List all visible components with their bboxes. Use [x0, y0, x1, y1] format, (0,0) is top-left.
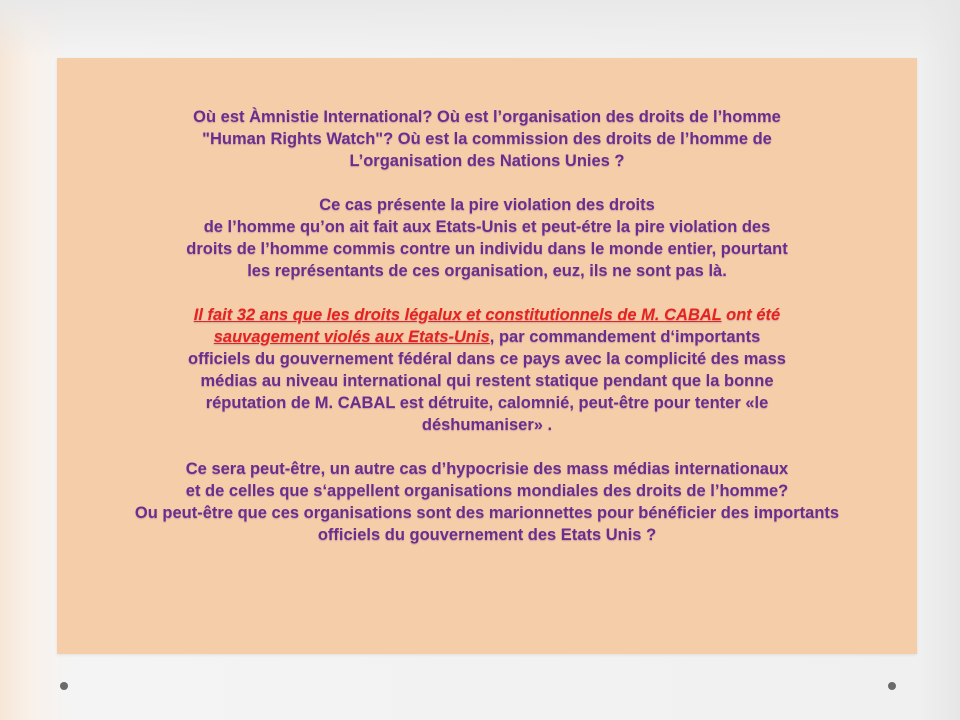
p4-line4: officiels du gouvernement des Etats Unis ? [317, 526, 657, 544]
p3-red-line2: sauvagement violés aux Etats-Unis [213, 328, 490, 346]
p3-line5: réputation de M. CABAL est détruite, calomnié, peut-être pour tenter «le [205, 394, 769, 412]
p1-line2: "Human Rights Watch"? Où est la commission des droits de l’homme de [202, 130, 772, 148]
right-shade [918, 0, 960, 720]
paragraph-hypocrisy [77, 458, 897, 546]
p4-line3: Ou peut-être que ces organisations sont des marionnettes pour bénéficier des importants [134, 504, 840, 522]
p3-red-line1-b: CABAL [664, 306, 722, 324]
p3-red-line1-c: ont été [721, 306, 781, 324]
p1-line3: L’organisation des Nations Unies ? [349, 152, 625, 170]
p2-line4: les représentants de ces organisation, euz, ils ne sont pas là. [247, 262, 727, 280]
p4-line2: et de celles que s‘appellent organisations mondiales des droits de l’homme? [185, 482, 789, 500]
top-shade [0, 0, 960, 60]
right-bullet-dot [888, 682, 896, 690]
paragraph-cabal [77, 304, 897, 436]
p4-line1: Ce sera peut-être, un autre cas d’hypocrisie des mass médias internationaux [185, 460, 789, 478]
p3-line6: déshumaniser» . [421, 416, 553, 434]
p2-line3: droits de l’homme commis contre un individu dans le monde entier, pourtant [186, 240, 788, 258]
paragraph-violation [77, 194, 897, 282]
p3-line4: médias au niveau international qui restent statique pendant que la bonne [200, 372, 774, 390]
p2-line2: de l’homme qu’on ait fait aux Etats-Unis et peut-étre la pire violation des [203, 218, 771, 236]
slide-text [77, 106, 897, 546]
left-bullet-dot [60, 682, 68, 690]
p3-red-line1-a: Il fait 32 ans que les droits légalux et constitutionnels de M. [193, 306, 665, 324]
p3-line2-rest: , par commandement d‘importants [489, 328, 761, 346]
p3-line3: officiels du gouvernement fédéral dans ce pays avec la complicité des mass [188, 350, 786, 368]
p2-line1: Ce cas présente la pire violation des droits [319, 196, 655, 214]
slide-panel [57, 58, 917, 654]
p1-line1: Où est Àmnistie International? Où est l’organisation des droits de l’homme [193, 108, 781, 126]
paragraph-questions [77, 106, 897, 172]
